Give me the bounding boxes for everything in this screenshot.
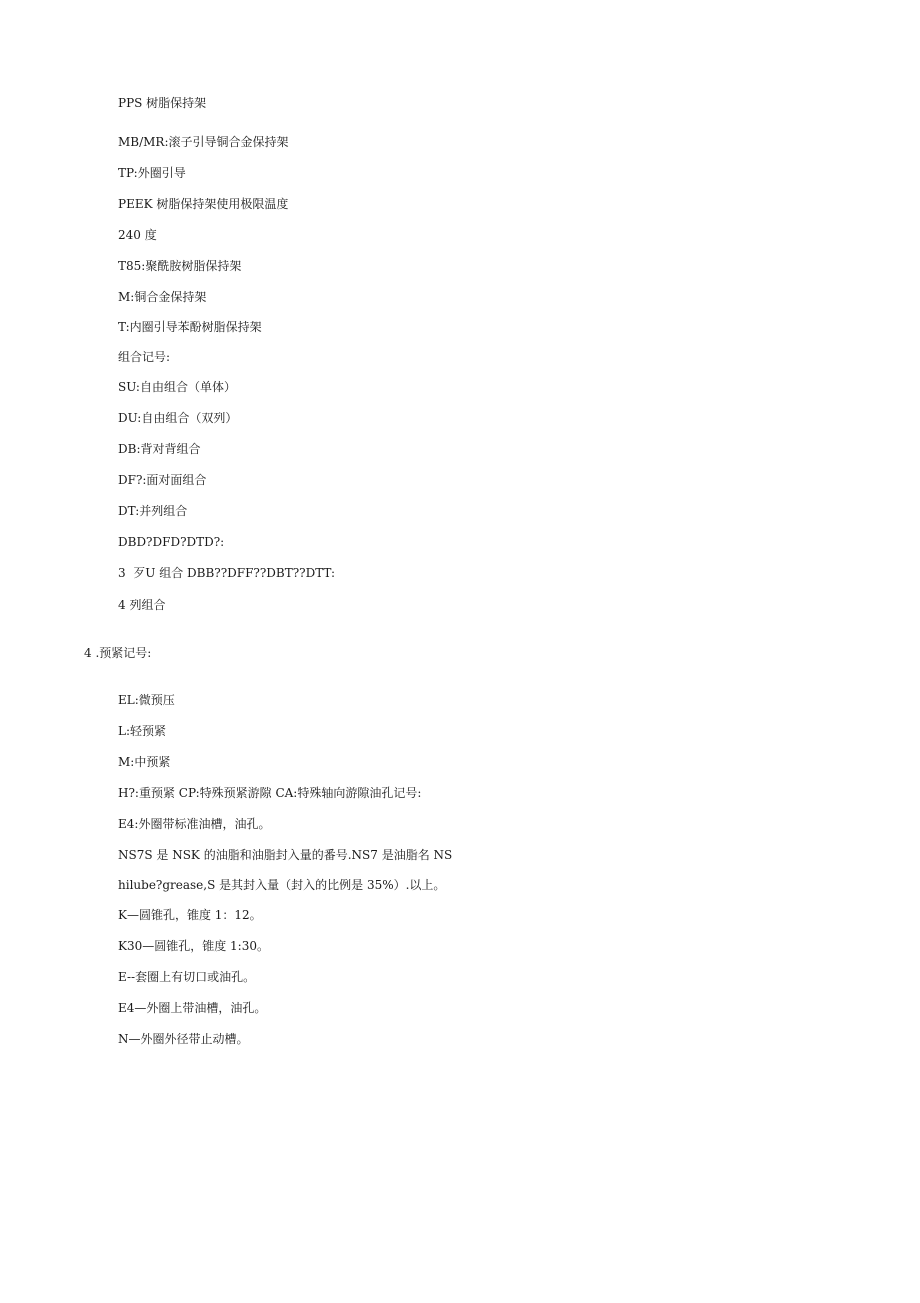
text-line: K—圆锥孔，锥度 1：12。 [118,908,262,922]
text-line: T:内圈引导苯酚树脂保持架 [118,320,262,334]
text-line: EL:微预压 [118,693,175,707]
text-line: E4—外圈上带油槽，油孔。 [118,1001,267,1015]
text-line: 3 歹U 组合 DBB??DFF??DBT??DTT: [118,566,336,580]
text-line: T85:聚酰胺树脂保持架 [118,259,242,273]
section-label: 组合记号: [118,350,171,364]
text-line: MB/MR:滚子引导铜合金保持架 [118,135,289,149]
text-line: H?:重预紧 CP:特殊预紧游隙 CA:特殊轴向游隙油孔记号: [118,786,422,800]
text-line: E--套圈上有切口或油孔。 [118,970,256,984]
text-line: K30—圆锥孔，锥度 1:30。 [118,939,269,953]
text-line: PEEK 树脂保持架使用极限温度 [118,197,289,211]
text-line: TP:外圈引导 [118,166,186,180]
text-line: N—外圈外径带止动槽。 [118,1032,249,1046]
text-line: DF?:面对面组合 [118,473,207,487]
text-line: SU:自由组合（单体） [118,380,236,394]
text-line: hilube?grease,S 是其封入量（封入的比例是 35%）.以上。 [118,878,446,892]
text-line: DU:自由组合（双列） [118,411,238,425]
text-line: DB:背对背组合 [118,442,201,456]
text-line: 4 列组合 [118,598,166,612]
text-line: M:中预紧 [118,755,171,769]
text-line: M:铜合金保持架 [118,290,207,304]
text-line: NS7S 是 NSK 的油脂和油脂封入量的番号.NS7 是油脂名 NS [118,848,453,862]
section-heading: 4 .预紧记号: [84,646,152,660]
text-line: PPS 树脂保持架 [118,96,207,110]
text-line: DBD?DFD?DTD?: [118,535,225,549]
text-line: DT:并列组合 [118,504,188,518]
text-line: L:轻预紧 [118,724,167,738]
text-line: 240 度 [118,228,157,242]
text-line: E4:外圈带标准油槽，油孔。 [118,817,271,831]
